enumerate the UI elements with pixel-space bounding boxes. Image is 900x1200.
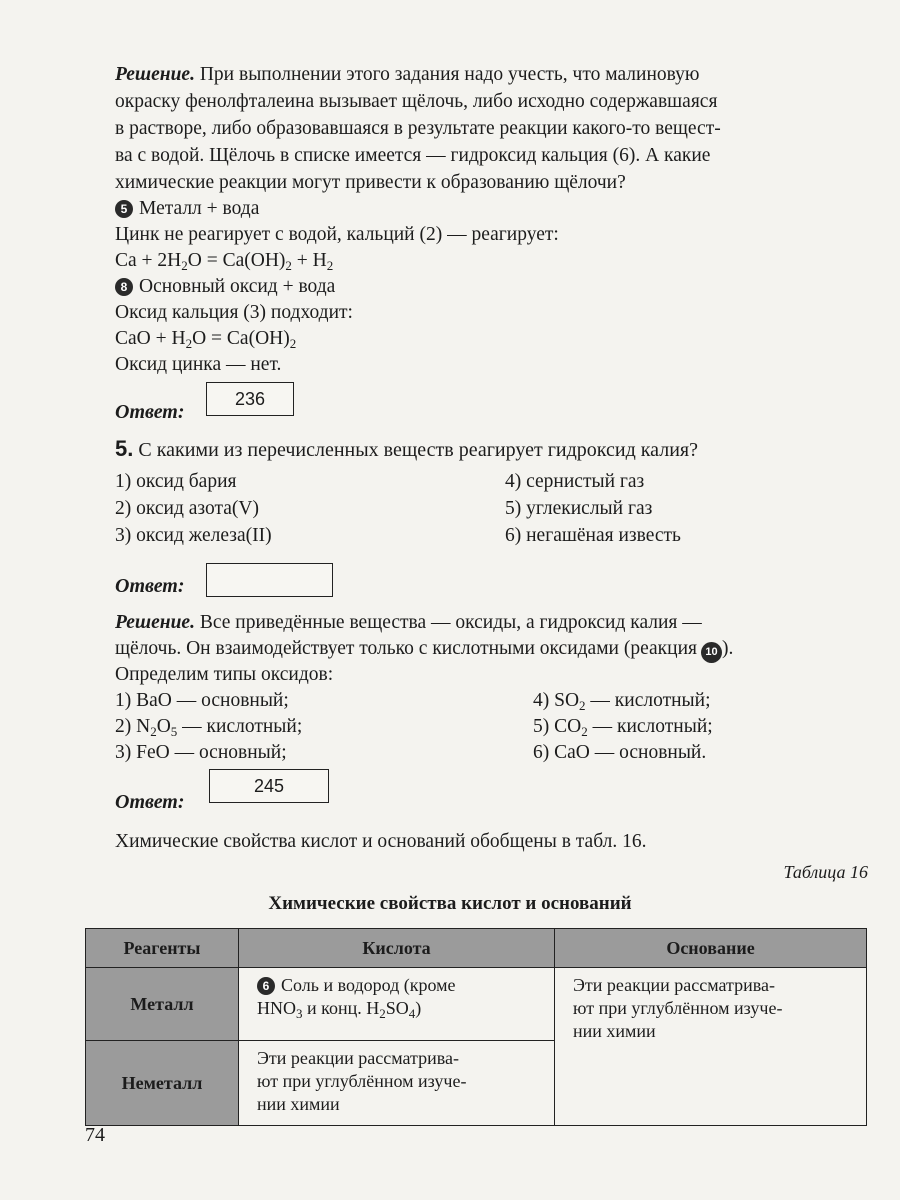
header-base: Основание [555,929,867,968]
page-number: 74 [85,1124,105,1146]
cell-base: Эти реакции рассматрива- ют при углублённом изуче- нии химии [555,968,867,1126]
cell-nonmetal-acid: Эти реакции рассматрива- ют при углублённом изуче- нии химии [239,1041,555,1126]
case-text: Основный оксид + вода [139,276,336,297]
solution1-line6: Цинк не реагирует с водой, кальций (2) — реагирует: [115,224,559,245]
cell-metal-acid: 6 Соль и водород (кроме $HNO_3$ и конц. $H_2SO_4$) [239,968,555,1041]
task5-question [115,436,698,463]
task5-option-1: 1) оксид бария [115,471,237,492]
text: При выполнении этого задания надо учесть, что малиновую [199,64,700,85]
solution1-line4: ва с водой. Щёлочь в списке имеется — гидроксид кальция (6). А какие [115,145,711,166]
table-header-row [86,929,867,968]
oxide-type-6: 6) CaO — основный. [533,742,707,763]
equation-cao-water: CaO + $H_2O = Ca(OH)_2$ [115,328,297,351]
header-reagents: Реагенты [86,929,239,968]
table-number: Таблица 16 [783,862,868,882]
equation-calcium-water: $Ca + 2H_2O = Ca(OH)_2 + H_2$ [115,250,334,273]
solution1-line7: Оксид кальция (3) подходит: [115,302,353,323]
answer-box: 245 [209,769,329,803]
number-badge-icon: 8 [115,278,133,296]
task5-option-5: 5) углекислый газ [505,498,653,519]
solution1-line5: химические реакции могут привести к образованию щёлочи? [115,172,626,193]
oxide-type-3: 3) FeO — основный; [115,742,287,763]
answer-label: Ответ: [115,791,185,813]
case-basic-oxide-water [115,274,335,300]
table-title: Химические свойства кислот и оснований [268,893,632,914]
number-badge-icon: 10 [701,642,722,663]
question-text: С какими из перечисленных веществ реагирует гидроксид калия? [138,439,698,461]
solution2-line1 [115,610,702,636]
oxide-type-4: 4) $SO_2$ — кислотный; [533,690,711,713]
text: Все приведённые вещества — оксиды, а гидроксид калия — [199,612,702,633]
summary-text: Химические свойства кислот и оснований обобщены в табл. 16. [115,831,647,852]
answer-label: Ответ: [115,575,185,597]
solution2-line3: Определим типы оксидов: [115,664,334,685]
solution2-line2: щёлочь. Он взаимодействует только с кислотными оксидами (реакция 10 ). [115,636,733,663]
oxide-type-2: 2) $N_2O_5$ — кислотный; [115,716,303,739]
header-acid: Кислота [239,929,555,968]
task5-option-6: 6) негашёная известь [505,525,681,546]
solution-label: Решение. [115,612,195,633]
task5-option-3: 3) оксид железа(II) [115,525,272,546]
solution-label: Решение. [115,64,195,85]
case-text: Металл + вода [139,198,260,219]
oxide-type-5: 5) $CO_2$ — кислотный; [533,716,713,739]
solution1-line1 [115,62,700,88]
number-badge-icon: 5 [115,200,133,218]
answer-label: Ответ: [115,401,185,423]
properties-table [85,928,867,1126]
task-number: 5. [115,436,134,461]
case-metal-water [115,196,259,222]
solution1-line8: Оксид цинка — нет. [115,354,282,375]
solution1-line2: окраску фенолфталеина вызывает щёлочь, либо исходно содержавшаяся [115,91,718,112]
solution1-line3: в растворе, либо образовавшаяся в результате реакции какого-то вещест- [115,118,721,139]
row-nonmetal: Неметалл [86,1041,239,1126]
answer-input-box[interactable] [206,563,333,597]
task5-option-2: 2) оксид азота(V) [115,498,259,519]
table-row [86,968,867,1041]
task5-option-4: 4) сернистый газ [505,471,645,492]
row-metal: Металл [86,968,239,1041]
oxide-type-1: 1) BaO — основный; [115,690,289,711]
answer-box: 236 [206,382,294,416]
number-badge-icon: 6 [257,977,275,995]
